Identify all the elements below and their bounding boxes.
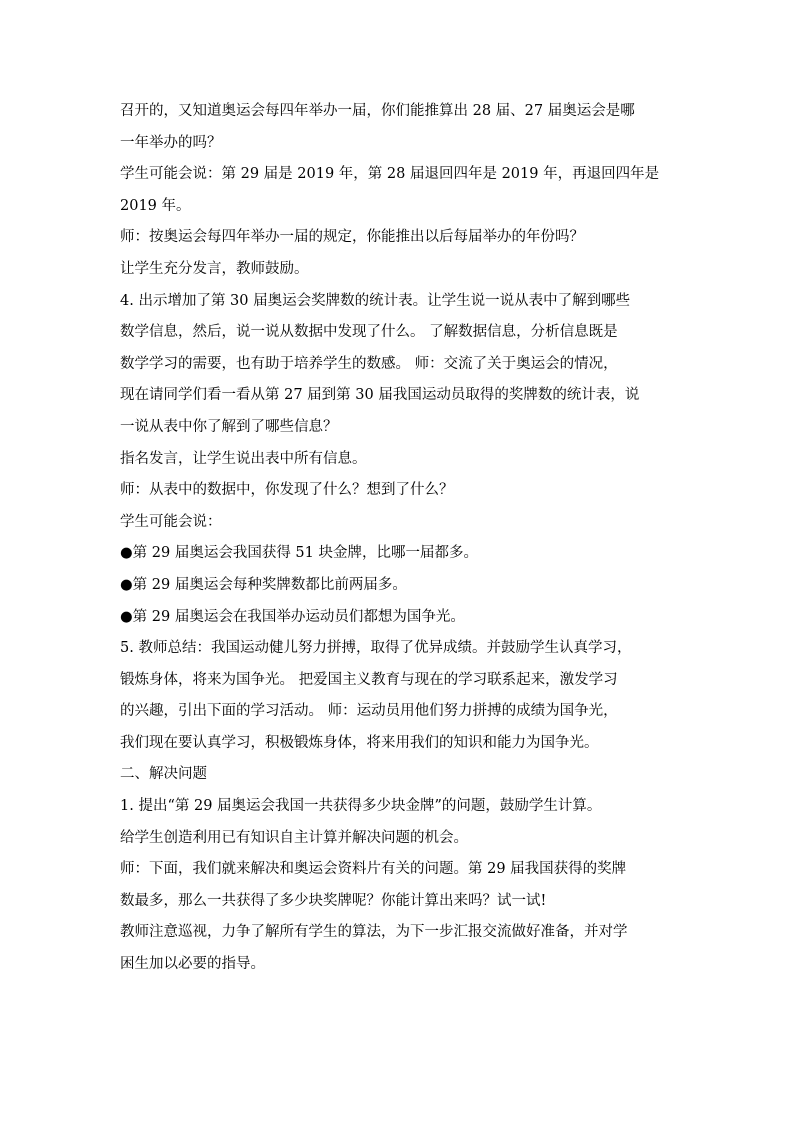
text-line: 2019 年。 <box>120 197 191 214</box>
text-line: 给学生创造利用已有知识自主计算并解决问题的机会。 <box>120 829 468 846</box>
text-line: 学生可能会说： <box>120 513 222 530</box>
text-line: 的兴趣，引出下面的学习活动。 师：运动员用他们努力拼搏的成绩为国争光， <box>120 703 618 720</box>
text-line: 一说从表中你了解到了哪些信息？ <box>120 418 338 435</box>
text-line: 我们现在要认真学习，积极锻炼身体，将来用我们的知识和能力为国争光。 <box>120 734 599 751</box>
text-line: 5. 教师总结：我国运动健儿努力拼搏，取得了优异成绩。并鼓励学生认真学习， <box>120 640 632 657</box>
bullet-line: ●第 29 届奥运会在我国举办运动员们都想为国争光。 <box>120 608 465 625</box>
text-line: 让学生充分发言，教师鼓励。 <box>120 260 309 277</box>
document-body <box>120 96 680 981</box>
text-line: 数学信息，然后，说一说从数据中发现了什么。 了解数据信息，分析信息既是 <box>120 324 618 341</box>
text-line: 1. 提出“第 29 届奥运会我国一共获得多少块金牌”的问题，鼓励学生计算。 <box>120 798 602 815</box>
text-line: 教师注意巡视，力争了解所有学生的算法，为下一步汇报交流做好准备，并对学 <box>120 924 628 941</box>
text-line: 困生加以必要的指导。 <box>120 956 265 973</box>
text-line: 4. 出示增加了第 30 届奥运会奖牌数的统计表。让学生说一说从表中了解到哪些 <box>120 292 631 309</box>
text-line: 师：下面，我们就来解决和奥运会资料片有关的问题。第 29 届我国获得的奖牌 <box>120 861 627 878</box>
section-heading: 二、解决问题 <box>120 766 207 783</box>
text-line: 师：从表中的数据中，你发现了什么？想到了什么？ <box>120 482 454 499</box>
text-line: 数学学习的需要，也有助于培养学生的数感。 师：交流了关于奥运会的情况， <box>120 355 618 372</box>
text-line: 师：按奥运会每四年举办一届的规定，你能推出以后每届举办的年份吗？ <box>120 229 584 246</box>
text-line: 现在请同学们看一看从第 27 届到第 30 届我国运动员取得的奖牌数的统计表，说 <box>120 387 640 404</box>
text-line: 数最多，那么一共获得了多少块奖牌呢？你能计算出来吗？试一试! <box>120 892 547 909</box>
text-line: 学生可能会说：第 29 届是 2019 年，第 28 届退回四年是 2019 年，再退回四年是 <box>120 166 660 183</box>
bullet-line: ●第 29 届奥运会我国获得 51 块金牌，比哪一届都多。 <box>120 545 478 562</box>
text-line: 指名发言，让学生说出表中所有信息。 <box>120 450 367 467</box>
text-line: 锻炼身体，将来为国争光。 把爱国主义教育与现在的学习联系起来，激发学习 <box>120 671 618 688</box>
text-line: 召开的，又知道奥运会每四年举办一届，你们能推算出 28 届、27 届奥运会是哪 <box>120 103 635 119</box>
text-line: 一年举办的吗？ <box>120 134 222 151</box>
bullet-line: ●第 29 届奥运会每种奖牌数都比前两届多。 <box>120 576 407 593</box>
